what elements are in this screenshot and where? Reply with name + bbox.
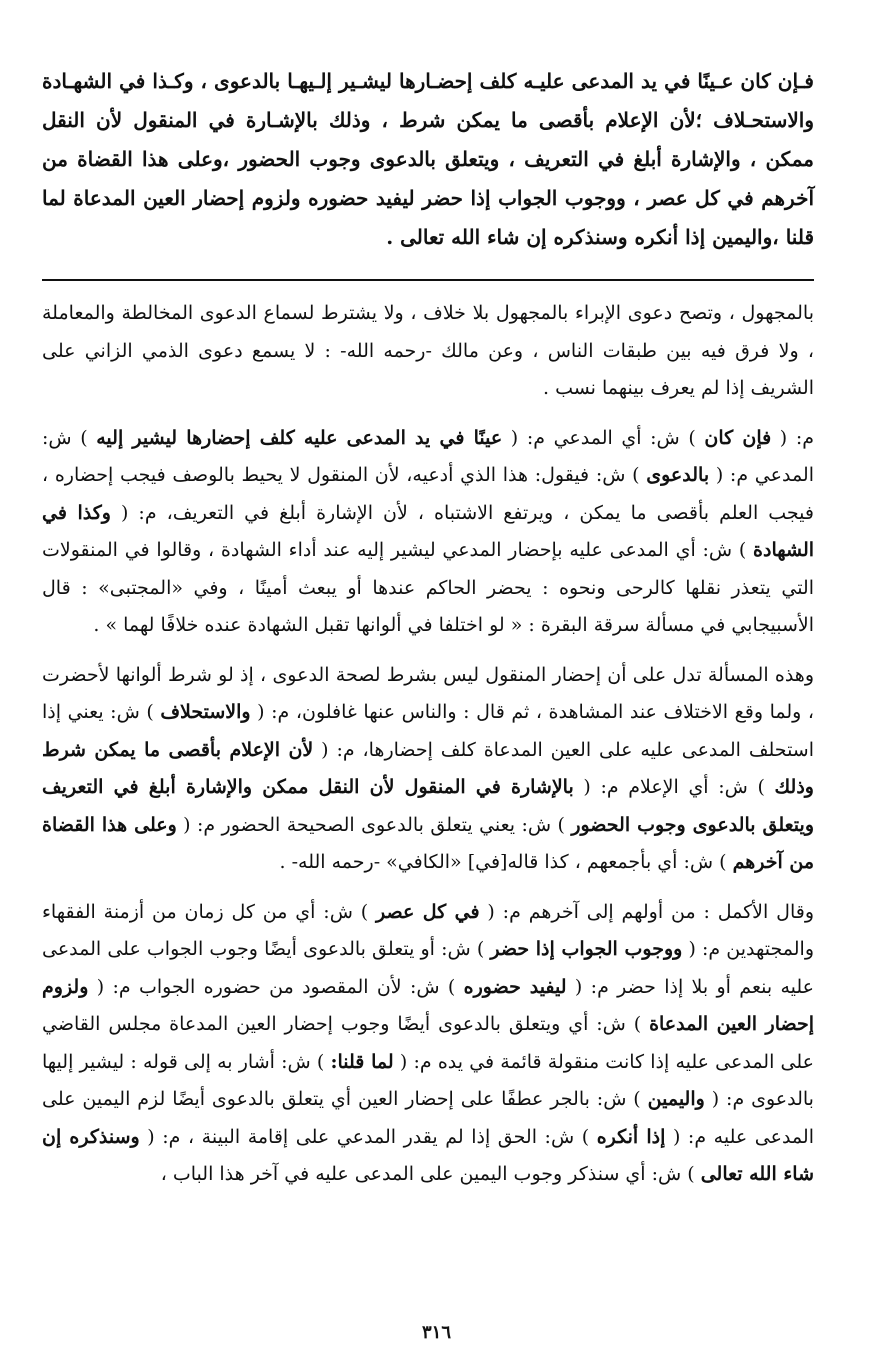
matn-quote: لأن الإعلام بأقصى ما يمكن شرط وذلك <box>42 738 814 798</box>
sharh-text: ) ش: الحق إذا لم يقدر المدعي على إقامة البينة ، م: ( <box>147 1125 590 1148</box>
sharh-paragraph-2 <box>42 420 814 645</box>
matn-quote: لما قلنا: <box>330 1050 394 1073</box>
page-body <box>42 62 814 1206</box>
sharh-text: ) ش: أي المدعي م: ( <box>510 426 696 449</box>
sharh-paragraph-1: بالمجهول ، وتصح دعوى الإبراء بالمجهول بلا خلاف ، ولا يشترط لسماع الدعوى المخالطة والمعاملة ، ولا فرق فيه بين طبقات الناس ، وعن مالك -رحمه الله- : لا يسمع دعوى الذمي الزاني على الشريف إذا لم يعرف بينهما نسب . <box>42 302 814 399</box>
sharh-paragraph-3 <box>42 657 814 882</box>
sharh-text: م: ( <box>779 426 814 449</box>
matn-quote: ولزوم إحضار العين المدعاة <box>42 975 814 1035</box>
matn-quote: وسنذكره إن شاء الله تعالى <box>42 1125 814 1185</box>
sharh-text: وقال الأكمل : من أولهم إلى آخرهم م: ( <box>487 900 814 923</box>
sharh-text: ) ش: أشار به إلى قوله : ليشير إليها بالدعوى م: ( <box>42 1050 814 1110</box>
sharh-text: ) ش: أو يتعلق بالدعوى أيضًا وجوب الجواب على المدعى عليه بنعم أو بلا إذا حضر م: ( <box>42 938 815 998</box>
sharh-text: ) ش: يعني يتعلق بالدعوى الصحيحة الحضور م: ( <box>183 813 565 836</box>
sharh-text: ) ش: فيقول: هذا الذي أدعيه، لأن المنقول لا يحيط بالوصف فيجب إحضاره ، فيجب العلم بأقصى ما يمكن ، ويرتفع الاشتباه ، لأن الإشارة أبلغ في التعريف، م: ( <box>42 464 814 524</box>
sharh-text: ) ش: أي بأجمعهم ، كذا قاله[في] «الكافي» -رحمه الله- . <box>279 851 727 873</box>
matn-paragraph: فـإن كان عـينًا في يد المدعى عليـه كلف إحضـارها ليشـير إلـيهـا بالدعوى ، وكـذا في الشهـادة والاستحـلاف ؛لأن الإعلام بأقصى ما يمكن شرط ، وذلك بالإشـارة في المنقول لأن النقل ممكن ، والإشارة أبلغ في التعريف ، ويتعلق بالدعوى وجوب الحضور ،وعلى هذا القضاة من آخرهم في كل عصر ، ووجوب الجواب إذا حضر ليفيد حضوره ولزوم إحضار العين المدعاة لما قلنا ،واليمين إذا أنكره وسنذكره إن شاء الله تعالى . <box>42 69 815 249</box>
sharh-text: ) ش: أي من كل زمان من أزمنة الفقهاء والمجتهدين م: ( <box>42 900 815 960</box>
page-number: ٣١٦ <box>421 1322 451 1343</box>
sharh-text: ) ش: بالجر عطفًا على إحضار العين أي يتعلق بالدعوى أيضًا لزم اليمين على المدعى عليه م: ( <box>42 1088 814 1148</box>
sharh-text: ) ش: أي المدعى عليه بإحضار المدعي ليشير إليه عند أداء الشهادة ، وقالوا في المنقولات التي يتعذر نقلها كالرحى ونحوه : يحضر الحاكم عندها أو يبعث أمينًا ، وفي «المجتبى» : قال الأسبيجابي في مسألة سرقة البقرة : « لو اختلفا في ألوانها تقبل الشهادة عنده خلافًا لهما » . <box>42 539 814 636</box>
matn-quote: والاستحلاف <box>160 701 251 723</box>
separator-line <box>42 279 814 281</box>
matn-text <box>42 62 814 257</box>
matn-quote: إذا أنكره <box>596 1125 666 1148</box>
sharh-text: ) ش: المدعي م: ( <box>42 426 814 486</box>
matn-quote: ووجوب الجواب إذا حضر <box>490 938 683 960</box>
matn-quote: وكذا في الشهادة <box>42 501 815 561</box>
sharh-paragraph-4 <box>42 894 814 1194</box>
matn-quote: في كل عصر <box>376 900 480 923</box>
matn-quote: بالإشارة في المنقول لأن النقل ممكن والإشارة أبلغ في التعريف ويتعلق بالدعوى وجوب الحضور <box>42 776 815 836</box>
sharh-text: ) ش: أي سنذكر وجوب اليمين على المدعى عليه في آخر هذا الباب ، <box>160 1163 695 1185</box>
sharh-text: ) ش: أي ويتعلق بالدعوى أيضًا وجوب إحضار العين المدعاة مجلس القاضي على المدعى عليه إذا كانت منقولة قائمة في يده م: ( <box>42 1013 815 1073</box>
matn-quote: عينًا في يد المدعى عليه كلف إحضارها ليشير إليه <box>96 426 503 449</box>
matn-quote: واليمين <box>647 1088 705 1110</box>
sharh-text: ) ش: يعني إذا استحلف المدعى عليه على العين المدعاة كلف إحضارها، م: ( <box>42 701 814 761</box>
sharh-text: وهذه المسألة تدل على أن إحضار المنقول ليس بشرط لصحة الدعوى ، إذ لو شرط ألوانها لأحضرت ، ولما وقع الاختلاف عند المشاهدة ، ثم قال : والناس عنها غافلون، م: ( <box>42 663 815 723</box>
matn-quote: وعلى هذا القضاة من آخرهم <box>42 813 814 873</box>
matn-quote: بالدعوى <box>646 464 710 486</box>
matn-quote: ليفيد حضوره <box>463 975 567 998</box>
sharh-text: ) ش: أي الإعلام م: ( <box>583 776 765 798</box>
matn-quote: فإن كان <box>704 426 772 449</box>
sharh-text: ) ش: لأن المقصود من حضوره الجواب م: ( <box>96 975 456 998</box>
